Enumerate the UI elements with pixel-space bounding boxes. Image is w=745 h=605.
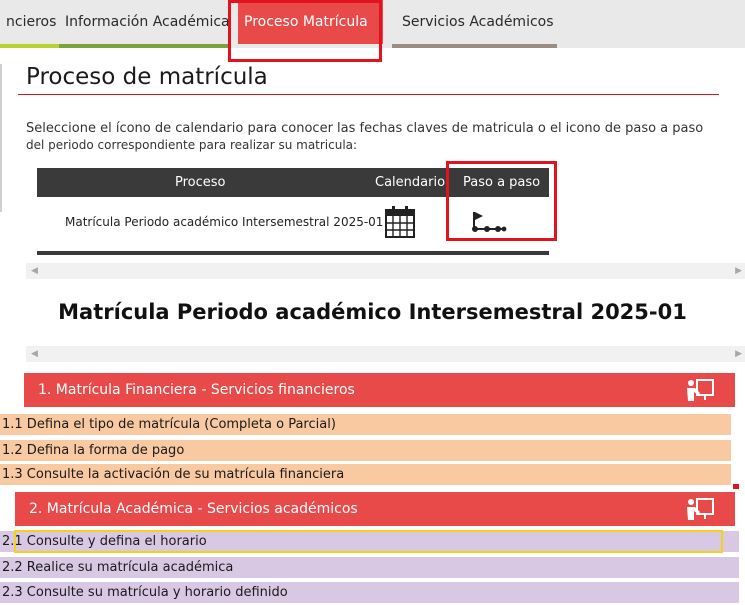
step-item[interactable]: 1.1 Defina el tipo de matrícula (Completa o Parcial): [0, 414, 731, 435]
scroll-left-arrow-icon[interactable]: ◀: [31, 266, 38, 276]
step-1-header[interactable]: [24, 373, 735, 407]
tab-label: Proceso Matrícula: [244, 14, 368, 30]
tab-underline: [59, 44, 229, 48]
tab-informacion-academica[interactable]: [59, 0, 229, 44]
step-item[interactable]: 2.2 Realice su matrícula académica: [0, 557, 739, 578]
header-calendario: Calendario: [375, 175, 446, 190]
process-table-footer: [37, 251, 549, 255]
tab-servicios-financieros[interactable]: [0, 0, 59, 44]
step-2-title: 2. Matrícula Académica - Servicios académicos: [29, 501, 358, 517]
step-item[interactable]: 2.1 Consulte y defina el horario: [0, 531, 739, 552]
tab-underline: [392, 44, 557, 48]
horizontal-scrollbar[interactable]: [26, 263, 745, 279]
item-highlight-box: [14, 530, 723, 553]
teacher-board-icon: [685, 498, 715, 520]
scroll-left-arrow-icon[interactable]: ◀: [31, 349, 38, 359]
tab-label: Información Académica: [65, 14, 230, 30]
step-item[interactable]: 2.3 Consulte su matrícula y horario definido: [0, 582, 739, 603]
scroll-right-arrow-icon[interactable]: ▶: [735, 349, 742, 359]
intro-line-2: del periodo correspondiente para realizar su matricula:: [26, 138, 358, 152]
title-underline: [18, 94, 719, 95]
red-marker: [733, 484, 739, 489]
scroll-right-arrow-icon[interactable]: ▶: [735, 266, 742, 276]
calendar-icon[interactable]: [384, 205, 416, 239]
step-2-header[interactable]: [15, 492, 735, 526]
left-edge-divider: [0, 64, 2, 212]
tab-label: Servicios Académicos: [402, 14, 554, 30]
step-item[interactable]: 1.2 Defina la forma de pago: [0, 440, 731, 461]
tab-label: ncieros: [6, 14, 57, 30]
intro-text: [26, 121, 741, 153]
process-name: Matrícula Periodo académico Intersemestral 2025-01: [65, 215, 384, 229]
tab-servicios-academicos[interactable]: [392, 0, 557, 44]
page-title: Proceso de matrícula: [26, 64, 268, 90]
section-title: Matrícula Periodo académico Intersemestral 2025-01: [58, 300, 687, 324]
step-1-title: 1. Matrícula Financiera - Servicios financieros: [38, 382, 355, 398]
teacher-board-icon: [685, 379, 715, 401]
intro-line-1: Seleccione el ícono de calendario para conocer las fechas claves de matricula o el icono de paso a paso: [26, 121, 704, 136]
tab-underline: [0, 44, 59, 48]
header-proceso: Proceso: [175, 175, 226, 190]
step-item[interactable]: 1.3 Consulte la activación de su matrícula financiera: [0, 464, 731, 485]
tab-highlight-box: [228, 0, 382, 62]
header-paso-a-paso: Paso a paso: [463, 175, 541, 190]
horizontal-scrollbar[interactable]: [26, 346, 745, 362]
step-by-step-highlight-box: [446, 161, 557, 241]
